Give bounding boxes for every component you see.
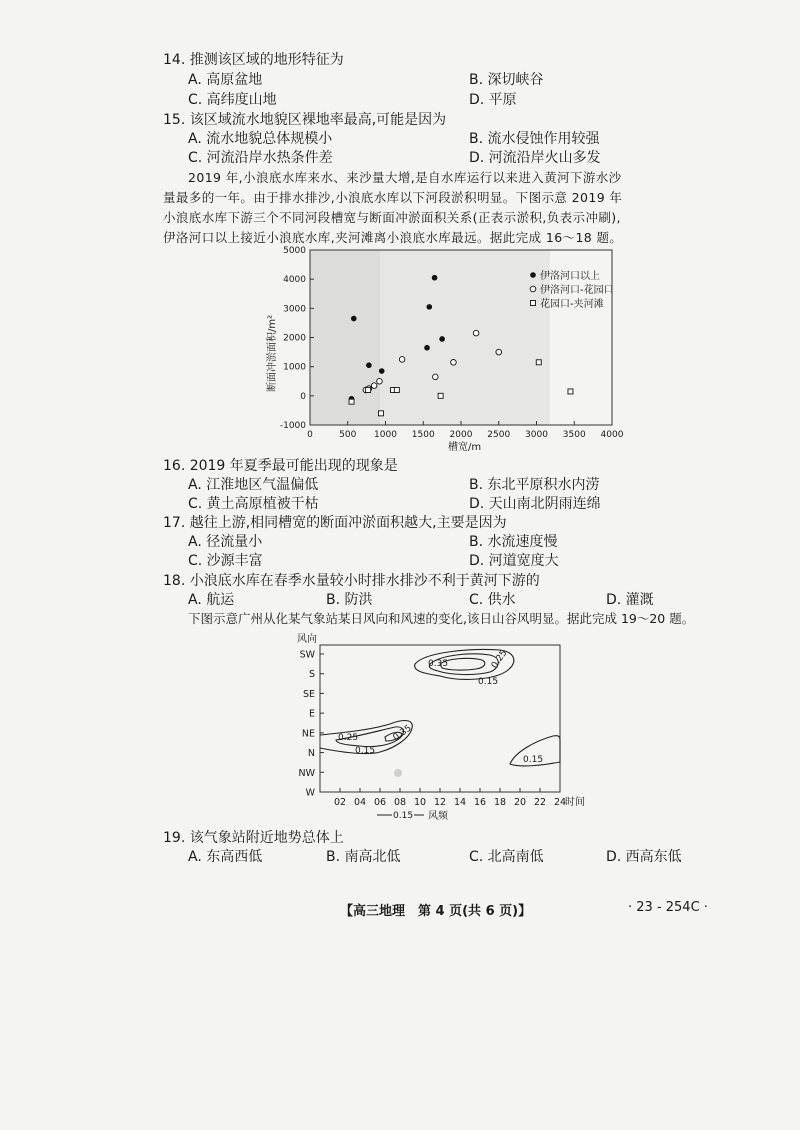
q19-option-a: A. 东高西低: [188, 849, 263, 865]
x-tick-label: 2500: [487, 430, 511, 440]
data-point-yiluohekou-huayuankou: [399, 357, 405, 363]
data-point-huayuankou-jiahetan: [349, 399, 354, 404]
x-tick-label: 1000: [374, 430, 397, 440]
data-point-huayuankou-jiahetan: [438, 393, 443, 398]
question-14-stem: 14. 推测该区域的地形特征为: [163, 52, 344, 68]
data-point-huayuankou-jiahetan: [394, 388, 399, 393]
contour-label-5: 0.35: [391, 723, 414, 744]
chart-legend: [530, 269, 613, 310]
data-point-above-yiluohekou: [379, 368, 385, 374]
legend-marker-open-square: [531, 301, 536, 306]
q19-option-b: B. 南高北低: [326, 849, 401, 865]
wind-contour-chart: [0, 628, 800, 828]
page-footer: 【高三地理 第 4 页(共 6 页)】: [340, 904, 532, 919]
q15-option-d: D. 河流沿岸火山多发: [469, 150, 601, 166]
x-tick-label: 1500: [411, 430, 435, 440]
direction-tick-label: N: [307, 748, 315, 760]
y-tick-label: 3000: [283, 304, 306, 315]
data-point-huayuankou-jiahetan: [378, 411, 383, 416]
q16-option-b: B. 东北平原积水内涝: [469, 477, 600, 493]
hour-tick-label: 24: [553, 797, 567, 808]
contour-label-7: 0.15: [523, 755, 544, 765]
legend-label-3: 花园口-夹河滩: [540, 299, 604, 310]
y-tick-label: 1000: [283, 362, 306, 373]
x-tick-label: 3000: [525, 430, 548, 440]
legend-line-value: 0.15: [393, 811, 414, 821]
direction-tick-label: SW: [299, 649, 315, 661]
data-point-above-yiluohekou: [426, 304, 432, 310]
data-point-yiluohekou-huayuankou: [451, 359, 457, 365]
contour-label-4: 0.25: [338, 733, 359, 743]
q19-option-c: C. 北高南低: [469, 849, 544, 865]
q17-option-a: A. 径流量小: [188, 534, 263, 550]
question-15-stem: 15. 该区域流水地貌区裸地率最高,可能是因为: [163, 112, 447, 128]
data-point-above-yiluohekou: [432, 275, 438, 281]
q18-option-b: B. 防洪: [326, 592, 373, 608]
direction-tick-label: NE: [301, 728, 315, 740]
hour-tick-label: 22: [533, 797, 547, 808]
q14-option-d: D. 平原: [469, 92, 517, 108]
exam-code: · 23 - 254C ·: [628, 900, 708, 915]
q18-option-c: C. 供水: [469, 592, 516, 608]
legend-marker-filled-circle: [530, 272, 536, 278]
question-17-stem: 17. 越往上游,相同槽宽的断面冲淤面积越大,主要是因为: [163, 515, 507, 531]
direction-tick-label: W: [305, 787, 315, 799]
hour-tick-label: 08: [393, 797, 407, 808]
q17-option-d: D. 河道宽度大: [469, 553, 559, 569]
hour-tick-label: 20: [513, 797, 527, 808]
q17-option-b: B. 水流速度慢: [469, 534, 558, 550]
direction-tick-label: SE: [302, 688, 315, 700]
q17-option-c: C. 沙源丰富: [188, 553, 263, 569]
passage-19-20: 下图示意广州从化某气象站某日风向和风速的变化,该日山谷风明显。据此完成 19～20 题。: [188, 611, 695, 626]
hour-tick-label: 06: [373, 797, 387, 808]
x-axis-label: 槽宽/m: [448, 442, 482, 453]
x-tick-label: 0: [307, 430, 313, 440]
data-point-yiluohekou-huayuankou: [371, 383, 377, 389]
question-19-stem: 19. 该气象站附近地势总体上: [163, 830, 344, 846]
data-point-above-yiluohekou: [424, 345, 430, 351]
scatter-chart: [0, 240, 800, 460]
direction-tick-label: NW: [298, 767, 315, 779]
hour-tick-label: 16: [473, 797, 487, 808]
passage-16-18-text: 2019 年,小浪底水库来水、来沙量大增,是自水库运行以来进入黄河下游水沙量最多的一年。由于排水排沙,小浪底水库以下河段淤积明显。下图示意 2019 年小浪底水库下游三个不同河段槽宽与断面冲淤面积关系(正表示淤积,负表示冲刷),伊洛河口以上接近小浪底水库,夹河滩离小浪底水库最远。据此完成 16～18 题。: [163, 170, 623, 245]
legend-line-text: 风频: [428, 811, 448, 822]
hour-tick-label: 18: [493, 797, 507, 808]
legend-marker-open-circle: [530, 286, 536, 292]
chart-shade-right: [380, 250, 550, 425]
contour-label-6: 0.15: [355, 746, 376, 756]
direction-tick-label: S: [308, 669, 315, 681]
q14-option-c: C. 高纬度山地: [188, 92, 277, 108]
data-point-above-yiluohekou: [366, 362, 372, 368]
hour-tick-label: 14: [453, 797, 467, 808]
question-16-stem: 16. 2019 年夏季最可能出现的现象是: [163, 458, 398, 474]
q14-option-b: B. 深切峡谷: [469, 72, 544, 88]
x-tick-label: 2000: [449, 430, 473, 440]
direction-tick-label: E: [308, 708, 315, 720]
q19-option-d: D. 西高东低: [606, 849, 682, 865]
hour-tick-label: 12: [433, 797, 447, 808]
data-point-above-yiluohekou: [351, 316, 357, 322]
y-tick-label: 0: [300, 391, 306, 402]
hour-tick-label: 02: [333, 797, 347, 808]
q16-option-c: C. 黄土高原植被干枯: [188, 496, 319, 512]
data-point-huayuankou-jiahetan: [366, 388, 371, 393]
y-tick-label: 5000: [283, 246, 306, 256]
y-tick-label: -1000: [279, 421, 306, 431]
q14-option-a: A. 高原盆地: [188, 72, 263, 88]
wind-x-axis-label: 时间: [565, 797, 585, 808]
grey-mark: [394, 769, 402, 777]
data-point-huayuankou-jiahetan: [568, 389, 573, 394]
hour-tick-label: 10: [413, 797, 427, 808]
q15-option-a: A. 流水地貌总体规模小: [188, 131, 333, 147]
data-point-above-yiluohekou: [439, 336, 445, 342]
contour-label-1: 0.35: [428, 659, 449, 669]
q15-option-b: B. 流水侵蚀作用较强: [469, 131, 600, 147]
x-tick-label: 500: [339, 430, 357, 440]
question-18-stem: 18. 小浪底水库在春季水量较小时排水排沙不利于黄河下游的: [163, 573, 540, 589]
q18-option-a: A. 航运: [188, 592, 235, 608]
y-axis-label: 断面冲淤面积/m²: [267, 314, 278, 392]
x-tick-label: 4000: [600, 430, 624, 440]
q16-option-d: D. 天山南北阴雨连绵: [469, 496, 601, 512]
wind-y-axis-label: 风向: [297, 634, 317, 645]
q18-option-d: D. 灌溉: [606, 592, 654, 608]
passage-16-18: [163, 168, 633, 248]
legend-label-2: 伊洛河口-花园口: [540, 285, 614, 296]
q16-option-a: A. 江淮地区气温偏低: [188, 477, 319, 493]
chart-shade-left: [310, 250, 380, 425]
contour-label-3: 0.15: [478, 677, 499, 687]
contour-label-2: 0.25: [489, 648, 510, 671]
hour-tick-label: 04: [353, 797, 367, 808]
x-tick-label: 3500: [562, 430, 586, 440]
data-point-yiluohekou-huayuankou: [433, 374, 439, 380]
data-point-yiluohekou-huayuankou: [377, 378, 383, 384]
wind-axes: [299, 650, 567, 809]
y-tick-label: 4000: [283, 275, 306, 286]
y-tick-label: 2000: [283, 333, 306, 344]
data-point-yiluohekou-huayuankou: [496, 349, 502, 355]
legend-label-1: 伊洛河口以上: [540, 271, 600, 282]
q15-option-c: C. 河流沿岸水热条件差: [188, 150, 333, 166]
data-point-huayuankou-jiahetan: [536, 360, 541, 365]
data-point-yiluohekou-huayuankou: [473, 330, 479, 336]
